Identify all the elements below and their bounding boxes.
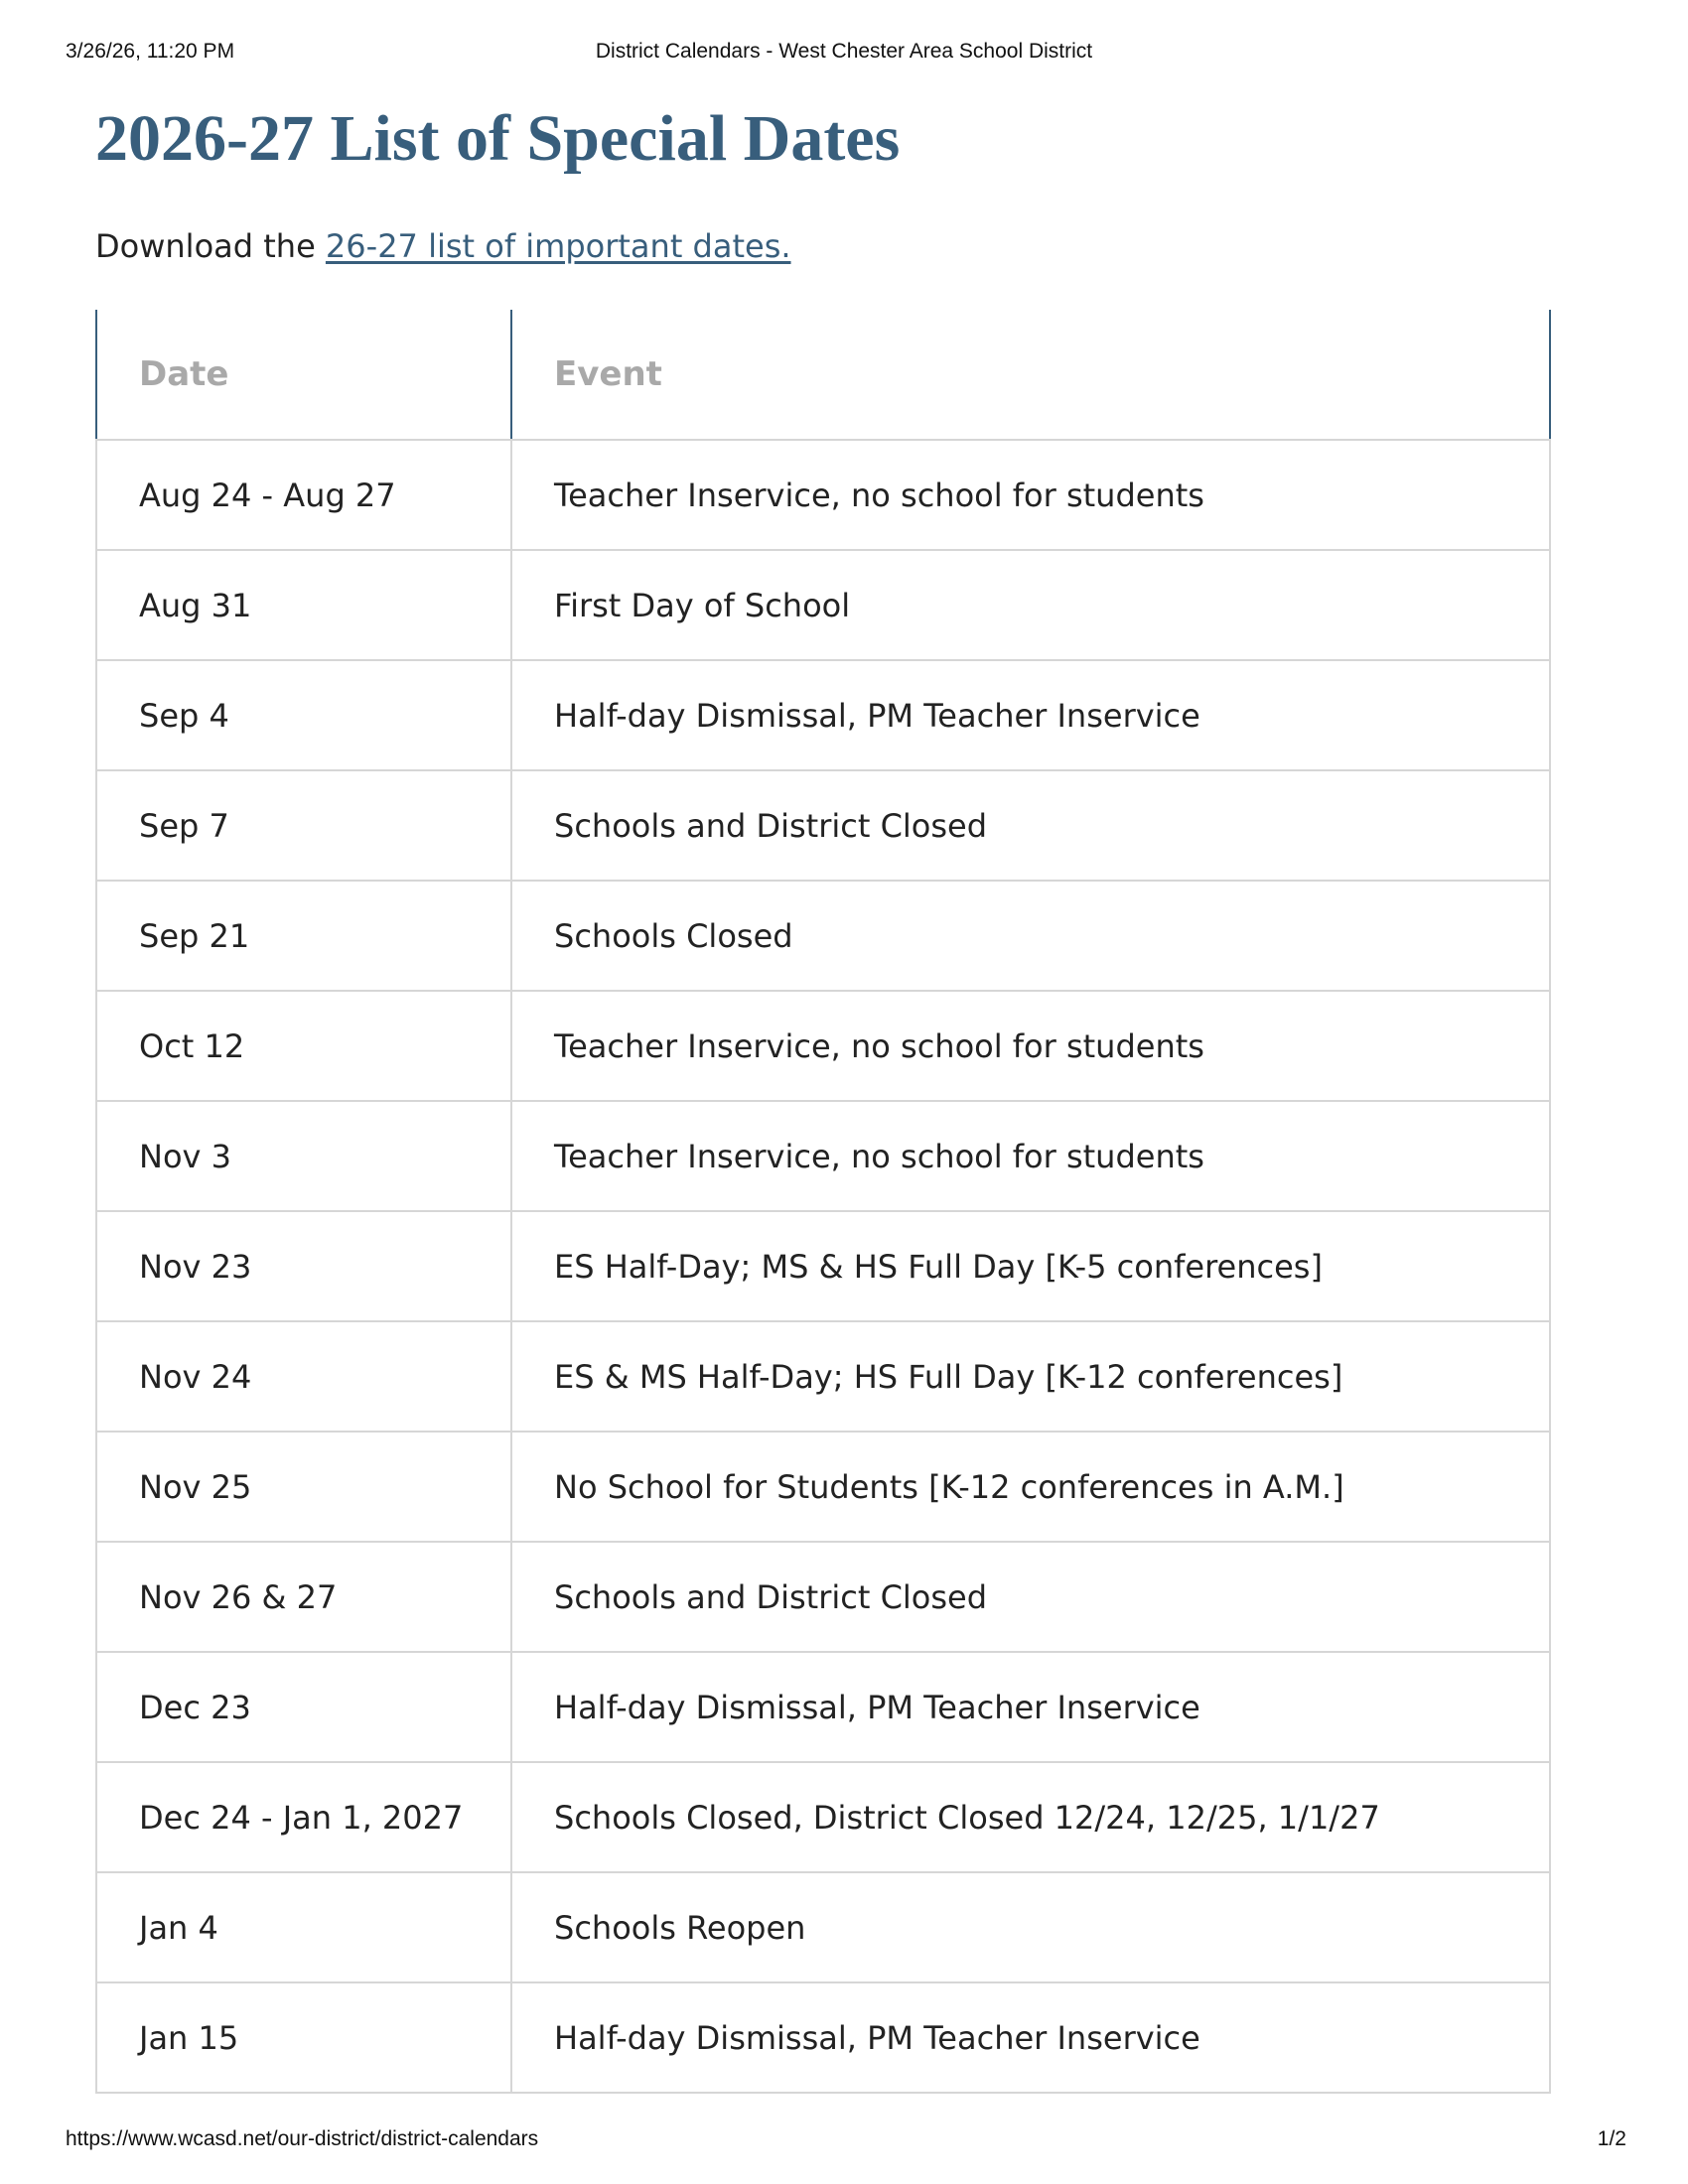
date-cell: Sep 7 <box>96 770 511 881</box>
date-cell: Dec 24 - Jan 1, 2027 <box>96 1762 511 1872</box>
date-cell: Nov 23 <box>96 1211 511 1321</box>
event-cell: Half-day Dismissal, PM Teacher Inservice <box>511 1982 1550 2093</box>
event-cell: Schools and District Closed <box>511 770 1550 881</box>
important-dates-link[interactable]: 26-27 list of important dates. <box>325 227 791 265</box>
download-intro-text: Download the <box>95 227 326 265</box>
event-cell: ES & MS Half-Day; HS Full Day [K-12 conferences] <box>511 1321 1550 1432</box>
table-row <box>96 1762 1550 1872</box>
date-cell: Nov 25 <box>96 1432 511 1542</box>
print-url: https://www.wcasd.net/our-district/district-calendars <box>66 2127 539 2150</box>
event-cell: Schools Reopen <box>511 1872 1550 1982</box>
event-column-header: Event <box>511 310 1550 440</box>
print-page-title: District Calendars - West Chester Area School District <box>595 40 1093 63</box>
event-cell: Teacher Inservice, no school for students <box>511 1101 1550 1211</box>
table-row <box>96 660 1550 770</box>
page-title: 2026-27 List of Special Dates <box>95 102 901 175</box>
table-header-row <box>96 310 1550 440</box>
event-cell: Half-day Dismissal, PM Teacher Inservice <box>511 660 1550 770</box>
date-cell: Jan 4 <box>96 1872 511 1982</box>
event-cell: First Day of School <box>511 550 1550 660</box>
date-cell: Nov 3 <box>96 1101 511 1211</box>
table-row <box>96 770 1550 881</box>
event-cell: No School for Students [K-12 conferences in A.M.] <box>511 1432 1550 1542</box>
date-cell: Sep 4 <box>96 660 511 770</box>
date-cell: Nov 26 & 27 <box>96 1542 511 1652</box>
event-cell: Teacher Inservice, no school for students <box>511 440 1550 550</box>
print-page-number: 1/2 <box>1597 2127 1626 2150</box>
date-cell: Sep 21 <box>96 881 511 991</box>
table-row <box>96 991 1550 1101</box>
table-row <box>96 1432 1550 1542</box>
table-row <box>96 440 1550 550</box>
event-cell: Teacher Inservice, no school for students <box>511 991 1550 1101</box>
date-cell: Nov 24 <box>96 1321 511 1432</box>
special-dates-table <box>95 310 1551 2094</box>
date-cell: Aug 31 <box>96 550 511 660</box>
event-cell: ES Half-Day; MS & HS Full Day [K-5 conferences] <box>511 1211 1550 1321</box>
table-row <box>96 1652 1550 1762</box>
event-cell: Half-day Dismissal, PM Teacher Inservice <box>511 1652 1550 1762</box>
event-cell: Schools Closed <box>511 881 1550 991</box>
table-row <box>96 1982 1550 2093</box>
special-dates-table-wrapper <box>95 310 1551 2094</box>
date-cell: Oct 12 <box>96 991 511 1101</box>
table-row <box>96 1321 1550 1432</box>
table-row <box>96 550 1550 660</box>
event-cell: Schools and District Closed <box>511 1542 1550 1652</box>
date-cell: Aug 24 - Aug 27 <box>96 440 511 550</box>
date-cell: Dec 23 <box>96 1652 511 1762</box>
date-column-header: Date <box>96 310 511 440</box>
table-body <box>96 440 1550 2093</box>
table-row <box>96 881 1550 991</box>
table-row <box>96 1872 1550 1982</box>
table-row <box>96 1211 1550 1321</box>
table-row <box>96 1542 1550 1652</box>
print-timestamp: 3/26/26, 11:20 PM <box>66 40 235 63</box>
table-row <box>96 1101 1550 1211</box>
download-intro <box>95 224 791 268</box>
event-cell: Schools Closed, District Closed 12/24, 12/25, 1/1/27 <box>511 1762 1550 1872</box>
print-header <box>0 40 1688 69</box>
date-cell: Jan 15 <box>96 1982 511 2093</box>
